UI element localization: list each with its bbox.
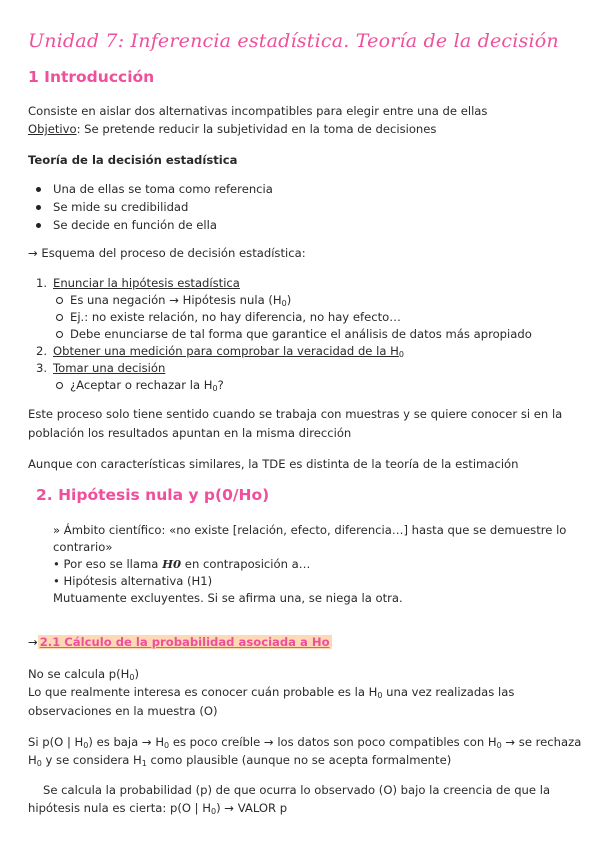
paragraph-ambito-2: contrario» xyxy=(53,540,113,554)
paragraph-h1: • Hipótesis alternativa (H1) xyxy=(53,574,213,588)
list-number: 2. xyxy=(36,344,48,358)
circle-bullet xyxy=(56,331,63,338)
paragraph-proceso-1: Este proceso solo tiene sentido cuando se trabaja con muestras y se quiere conocer si en la xyxy=(28,407,563,421)
section-heading-introduccion: 1 Introducción xyxy=(28,68,155,86)
step-3: Tomar una decisión xyxy=(53,361,166,375)
page-title: Unidad 7: Inferencia estadística. Teoría de la decisión xyxy=(28,30,559,52)
paragraph-interesa-1: Lo que realmente interesa es conocer cuán probable es la $H_0$ una vez realizadas las xyxy=(28,685,515,700)
paragraph-no-calcula: No se calcula $p(H_0)$ xyxy=(28,667,139,682)
paragraph-se-calcula-1: Se calcula la probabilidad (p) de que ocurra lo observado (O) bajo la creencia de que la xyxy=(43,783,551,797)
paragraph-si-p-2: $H_0$ y se considera $H_1$ como plausible (aunque no se acepta formalmente) xyxy=(28,753,452,768)
circle-bullet xyxy=(56,314,63,321)
substep-1b: Ej.: no existe relación, no hay diferencia, no hay efecto… xyxy=(70,310,401,324)
paragraph-objetivo xyxy=(28,121,436,137)
paragraph-h0: • Por eso se llama H0 en contraposición a… xyxy=(53,557,311,571)
list-number: 3. xyxy=(36,361,48,375)
paragraph-esquema: → Esquema del proceso de decisión estadística: xyxy=(28,246,306,260)
paragraph-si-p-1: Si p(O | $H_0$) es baja → $H_0$ es poco creíble → los datos son poco compatibles con $H_0$ → se rechaza xyxy=(28,735,582,750)
bullet-item: Una de ellas se toma como referencia xyxy=(53,182,273,196)
bullet-dot xyxy=(36,187,41,192)
subsection-heading: → 2.1 Cálculo de la probabilidad asociada a Ho xyxy=(28,635,330,649)
paragraph-excluyentes: Mutuamente excluyentes. Si se afirma una, se niega la otra. xyxy=(53,591,403,605)
paragraph-tde: Aunque con características similares, la TDE es distinta de la teoría de la estimación xyxy=(28,457,519,471)
paragraph-se-calcula-2: hipótesis nula es cierta: p(O | $H_0$) → VALOR p xyxy=(28,801,288,816)
paragraph-proceso-2: población los resultados apuntan en la misma dirección xyxy=(28,426,352,440)
objetivo-text: : Se pretende reducir la subjetividad en la toma de decisiones xyxy=(76,122,437,136)
bullet-item: Se decide en función de ella xyxy=(53,218,217,232)
bullet-dot xyxy=(36,223,41,228)
paragraph-interesa-2: observaciones en la muestra (O) xyxy=(28,704,218,718)
paragraph-consiste: Consiste en aislar dos alternativas incompatibles para elegir entre una de ellas xyxy=(28,104,488,118)
objetivo-label: Objetivo xyxy=(28,122,77,136)
substep-1c: Debe enunciarse de tal forma que garantice el análisis de datos más apropiado xyxy=(70,327,532,341)
substep-1a: Es una negación → Hipótesis nula $(H_0)$ xyxy=(70,293,292,308)
step-1: Enunciar la hipótesis estadística xyxy=(53,276,240,290)
paragraph-ambito-1: » Ámbito científico: «no existe [relación, efecto, diferencia…] hasta que se demuestre lo xyxy=(53,523,567,537)
circle-bullet xyxy=(56,297,63,304)
circle-bullet xyxy=(56,382,63,389)
bullet-item: Se mide su credibilidad xyxy=(53,200,189,214)
substep-3a: ¿Aceptar o rechazar la $H_0$? xyxy=(70,378,224,393)
step-2: Obtener una medición para comprobar la veracidad de la $H_0$ xyxy=(53,344,404,359)
bullet-dot xyxy=(36,205,41,210)
section-heading-hipotesis: 2. Hipótesis nula y p(0/Ho) xyxy=(36,486,270,504)
list-number: 1. xyxy=(36,276,48,290)
subheading-tde: Teoría de la decisión estadística xyxy=(28,153,238,167)
